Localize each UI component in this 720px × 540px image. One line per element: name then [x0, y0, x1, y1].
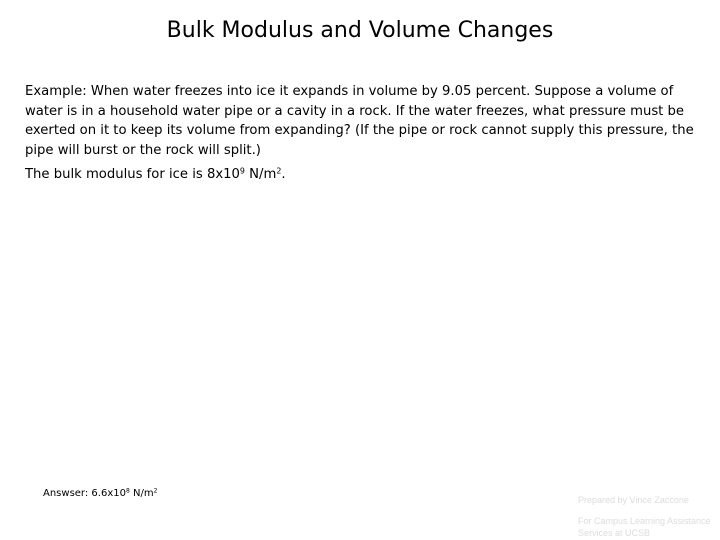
prepared-by-text: Prepared by Vince Zaccone: [578, 495, 689, 505]
bulk-modulus-unit-exponent: 2: [276, 166, 282, 176]
answer-unit: N/m: [129, 488, 154, 499]
bulk-modulus-suffix: .: [281, 167, 286, 182]
bulk-modulus-prefix: The bulk modulus for ice is 8x10: [25, 167, 240, 182]
answer-exponent: 8: [125, 487, 130, 495]
example-paragraph: Example: When water freezes into ice it expands in volume by 9.05 percent. Suppose a volume of water is in a household water pipe or a cavity in a rock. If the water freezes, what pressure must be exerted on it to keep its volume from expanding? (If the pipe or rock cannot supply this pressure, the pipe will burst or the rock will split.): [25, 84, 694, 158]
bulk-modulus-exponent: 9: [239, 166, 245, 176]
bulk-modulus-statement: [25, 165, 705, 185]
bulk-modulus-unit: N/m: [244, 167, 277, 182]
slide-title: Bulk Modulus and Volume Changes: [166, 18, 554, 43]
footer-credit: [578, 494, 718, 540]
answer-prefix: Answser: 6.6x10: [43, 488, 126, 499]
answer-note: [43, 487, 157, 501]
answer-unit-exponent: 2: [153, 487, 158, 495]
for-campus-text: For Campus Learning Assistance Services at UCSB: [578, 515, 711, 538]
